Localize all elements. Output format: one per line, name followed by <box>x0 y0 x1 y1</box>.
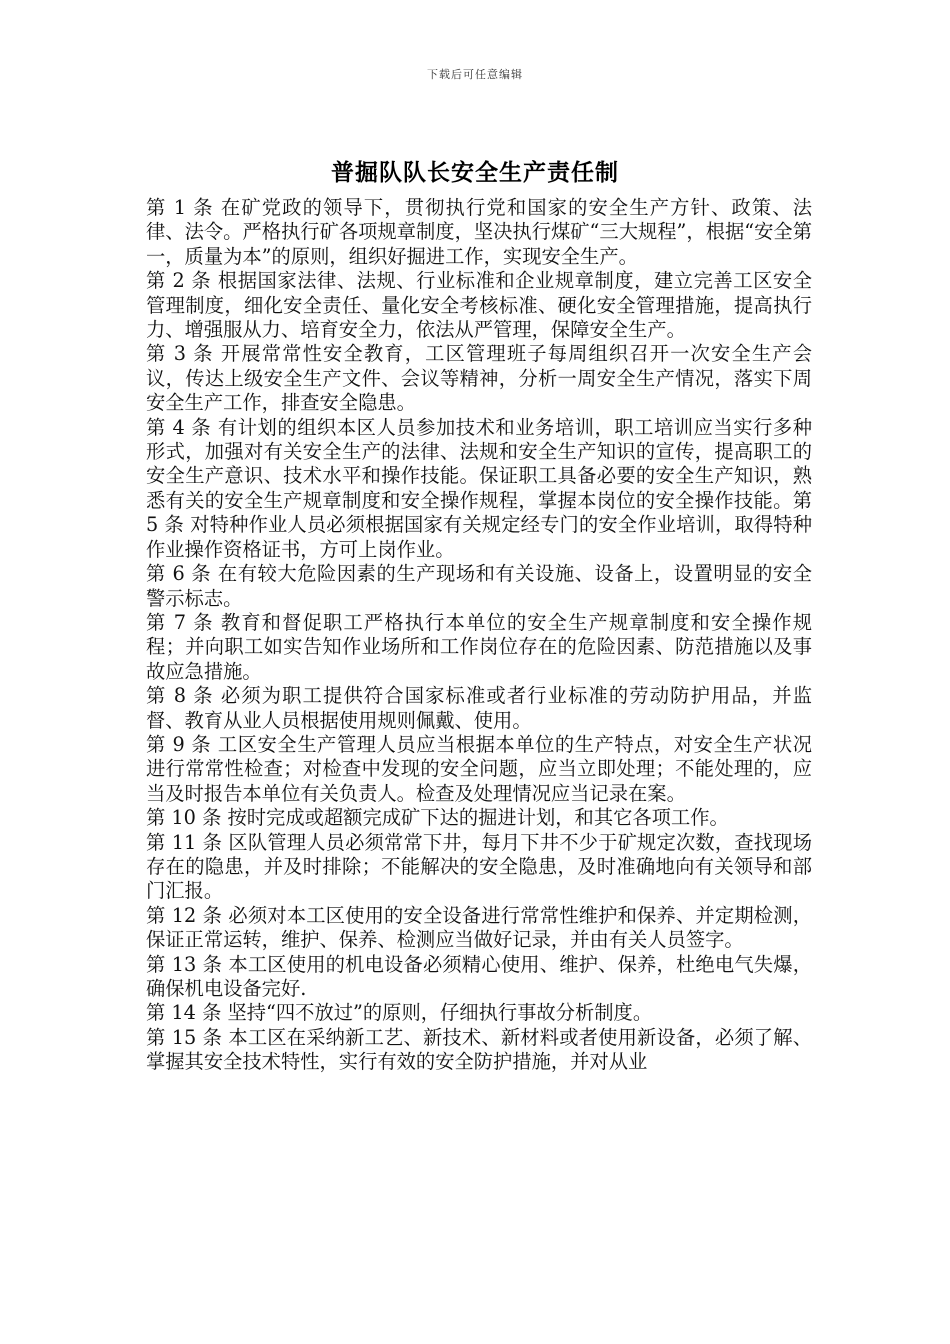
article-13: 第 13 条 本工区使用的机电设备必须精心使用、维护、保养，杜绝电气失爆，确保机电设备完好. <box>146 952 812 1000</box>
article-15: 第 15 条 本工区在采纳新工艺、新技术、新材料或者使用新设备，必须了解、掌握其安全技术特性，实行有效的安全防护措施，并对从业 <box>146 1025 812 1074</box>
article-7: 第 7 条 教育和督促职工严格执行本单位的安全生产规章制度和安全操作规程；并向职工如实告知作业场所和工作岗位存在的危险因素、防范措施以及事故应急措施。 <box>146 610 812 683</box>
article-2: 第 2 条 根据国家法律、法规、行业标准和企业规章制度，建立完善工区安全管理制度，细化安全责任、量化安全考核标准、硬化安全管理措施，提高执行力、增强服从力、培育安全力，依法从严管理，保障安全生产。 <box>146 269 812 342</box>
article-10: 第 10 条 按时完成或超额完成矿下达的掘进计划，和其它各项工作。 <box>146 806 729 830</box>
page-header-note: 下载后可任意编辑 <box>427 68 523 81</box>
article-4: 第 4 条 有计划的组织本区人员参加技术和业务培训，职工培训应当实行多种形式，加强对有关安全生产的法律、法规和安全生产知识的宣传，提高职工的安全生产意识、技术水平和操作技能。保证职工具备必要的安全生产知识，熟悉有关的安全生产规章制度和安全操作规程，掌握本岗位的安全操作技能。 <box>146 415 812 512</box>
article-14: 第 14 条 坚持“四不放过”的原则，仔细执行事故分析制度。 <box>146 1001 653 1025</box>
article-8: 第 8 条 必须为职工提供符合国家标准或者行业标准的劳动防护用品，并监督、教育从业人员根据使用规则佩戴、使用。 <box>146 684 812 732</box>
article-11: 第 11 条 区队管理人员必须常常下井，每月下井不少于矿规定次数，查找现场存在的隐患，并及时排除；不能解决的安全隐患，及时准确地向有关领导和部门汇报。 <box>146 830 812 903</box>
article-1: 第 1 条 在矿党政的领导下，贯彻执行党和国家的安全生产方针、政策、法律、法令。严格执行矿各项规章制度，坚决执行煤矿“三大规程”，根据“安全第一，质量为本”的原则，组织好掘进工作，实现安全生产。 <box>146 196 812 268</box>
document-title: 普掘队队长安全生产责任制 <box>331 160 619 186</box>
article-12: 第 12 条 必须对本工区使用的安全设备进行常常性维护和保养、并定期检测，保证正常运转，维护、保养、检测应当做好记录，并由有关人员签字。 <box>146 903 812 952</box>
article-4-and-5 <box>146 416 812 562</box>
article-3: 第 3 条 开展常常性安全教育，工区管理班子每周组织召开一次安全生产会议，传达上级安全生产文件、会议等精神，分析一周安全生产情况，落实下周安全生产工作，排查安全隐患。 <box>146 342 812 415</box>
article-9: 第 9 条 工区安全生产管理人员应当根据本单位的生产特点，对安全生产状况进行常常性检查；对检查中发现的安全问题，应当立即处理；不能处理的，应当及时报告本单位有关负责人。检查及处理情况应当记录在案。 <box>146 732 812 805</box>
article-6: 第 6 条 在有较大危险因素的生产现场和有关设施、设备上，设置明显的安全警示标志。 <box>146 562 812 610</box>
article-5: 第 5 条 对特种作业人员必须根据国家有关规定经专门的安全作业培训，取得特种作业操作资格证书，方可上岗作业。 <box>146 488 812 561</box>
document-body <box>146 196 812 1075</box>
